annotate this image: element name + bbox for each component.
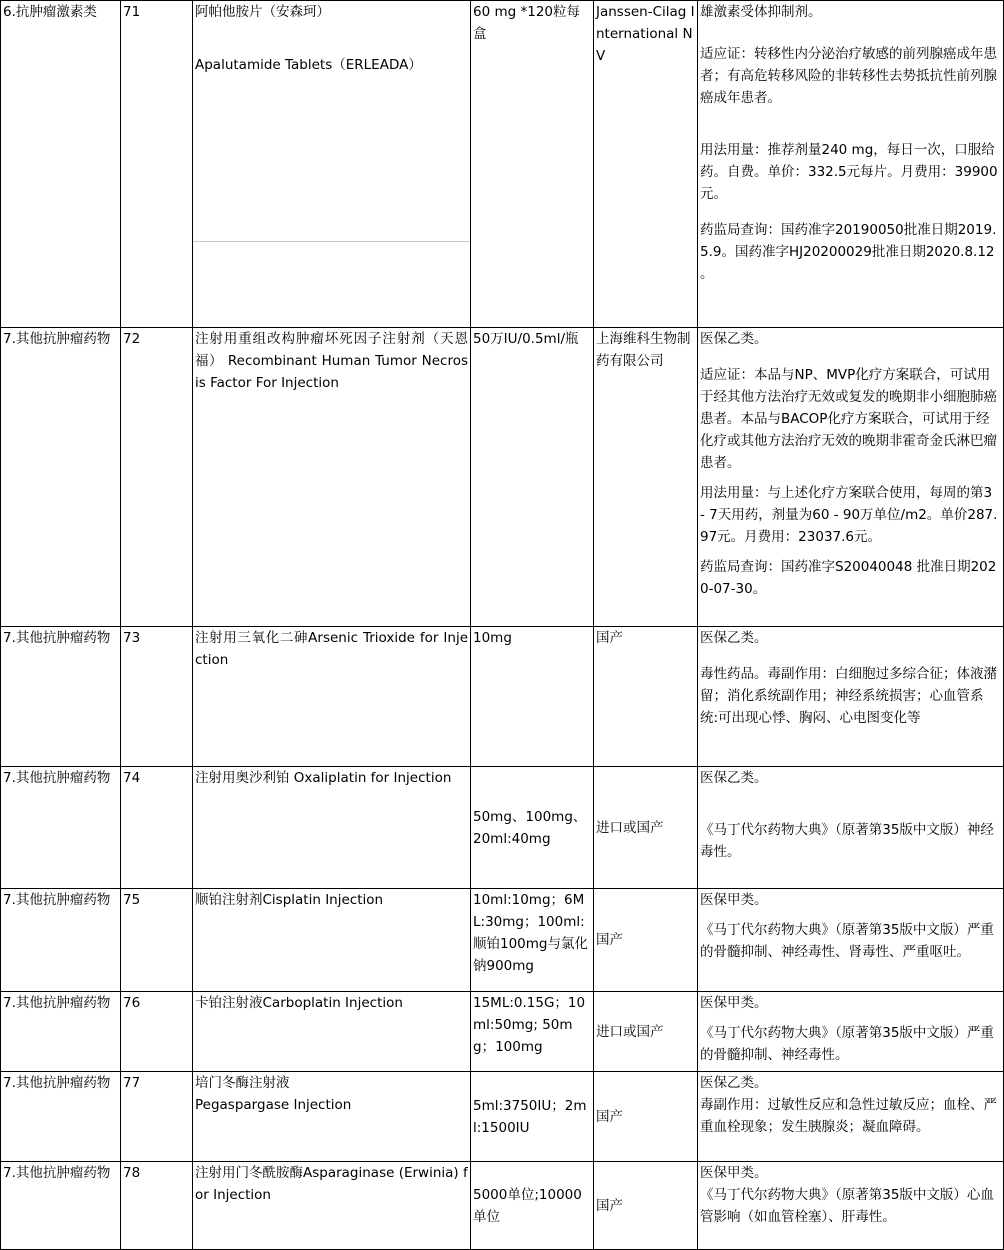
number-cell: 77 xyxy=(121,1072,193,1162)
note-line: 医保乙类。 xyxy=(700,1075,768,1091)
name-cell xyxy=(193,1,471,328)
name-line: 注射用奥沙利铂 Oxaliplatin for Injection xyxy=(195,770,452,786)
notes-cell xyxy=(698,627,1004,767)
spec-cell xyxy=(471,889,594,992)
name-line: 顺铂注射剂Cisplatin Injection xyxy=(195,892,384,908)
note-line: 适应证：转移性内分泌治疗敏感的前列腺癌成年患者；有高危转移风险的非转移性去势抵抗性前列腺癌成年患者。 xyxy=(700,46,997,106)
notes-cell xyxy=(698,767,1004,889)
note-line: 毒副作用：过敏性反应和急性过敏反应；血栓、严重血栓现象；发生胰腺炎；凝血障碍。 xyxy=(700,1097,997,1135)
manufacturer-cell: 上海维科生物制药有限公司 xyxy=(594,328,698,627)
note-line: 用法用量：推荐剂量240 mg，每日一次，口服给药。自费。单价：332.5元每片。月费用：39900元。 xyxy=(700,142,998,202)
manufacturer-cell: Janssen-Cilag International NV xyxy=(594,1,698,328)
manufacturer-cell: 国产 xyxy=(594,627,698,767)
name-cell xyxy=(193,1072,471,1162)
name-line: 培门冬酶注射液 xyxy=(195,1075,290,1091)
manufacturer-cell: 进口或国产 xyxy=(594,767,698,889)
notes-cell xyxy=(698,889,1004,992)
name-cell xyxy=(193,767,471,889)
spec-cell: 60 mg *120粒每盒 xyxy=(471,1,594,328)
note-line: 医保甲类。 xyxy=(700,892,768,908)
number-cell: 71 xyxy=(121,1,193,328)
number-cell: 72 xyxy=(121,328,193,627)
note-line: 医保甲类。 xyxy=(700,995,768,1011)
manufacturer-cell: 国产 xyxy=(594,1162,698,1250)
spec-cell: 10mg xyxy=(471,627,594,767)
table-row xyxy=(1,889,1004,992)
name-cell xyxy=(193,328,471,627)
table-row xyxy=(1,1,1004,328)
note-line: 用法用量：与上述化疗方案联合使用，每周的第3 - 7天用药，剂量为60 - 90万单位/m2。单价287.97元。月费用：23037.6元。 xyxy=(700,485,998,545)
number-cell: 78 xyxy=(121,1162,193,1250)
table-row xyxy=(1,767,1004,889)
notes-cell xyxy=(698,992,1004,1072)
category-cell: 7.其他抗肿瘤药物 xyxy=(1,889,121,992)
name-cell xyxy=(193,889,471,992)
note-line: 医保甲类。 xyxy=(700,1165,768,1181)
note-line: 医保乙类。 xyxy=(700,630,768,646)
table-row xyxy=(1,627,1004,767)
category-cell: 7.其他抗肿瘤药物 xyxy=(1,767,121,889)
note-line: 《马丁代尔药物大典》（原著第35版中文版）严重的骨髓抑制、神经毒性、肾毒性、严重呕吐。 xyxy=(700,922,994,960)
spec-cell: 5ml:3750IU；2ml:1500IU xyxy=(471,1072,594,1162)
table-row xyxy=(1,1162,1004,1250)
name-line: 注射用重组改构肿瘤坏死因子注射剂（天恩福） Recombinant Human Tumor Necrosis Factor For Injection xyxy=(195,331,468,391)
spec-text: 10ml:10mg；6ML:30mg；100ml:顺铂100mg与氯化钠900mg xyxy=(473,892,588,974)
name-line: 注射用门冬酰胺酶Asparaginase (Erwinia) for Injection xyxy=(195,1165,468,1203)
spec-cell: 5000单位;10000单位 xyxy=(471,1162,594,1250)
name-line: 卡铂注射液Carboplatin Injection xyxy=(195,995,403,1011)
notes-cell xyxy=(698,1072,1004,1162)
name-line: Pegaspargase Injection xyxy=(195,1097,352,1113)
note-line: 药监局查询：国药准字S20040048 批准日期2020-07-30。 xyxy=(700,559,997,597)
note-line: 毒性药品。毒副作用：白细胞过多综合征；体液潴留；消化系统副作用；神经系统损害；心血管系统:可出现心悸、胸闷、心电图变化等 xyxy=(700,666,997,726)
category-cell: 7.其他抗肿瘤药物 xyxy=(1,1072,121,1162)
table-row xyxy=(1,992,1004,1072)
spec-cell: 50mg、100mg、20ml:40mg xyxy=(471,767,594,889)
manufacturer-cell: 进口或国产 xyxy=(594,992,698,1072)
table-row xyxy=(1,1072,1004,1162)
category-cell: 7.其他抗肿瘤药物 xyxy=(1,1162,121,1250)
manufacturer-cell: 国产 xyxy=(594,889,698,992)
note-line: 医保乙类。 xyxy=(700,331,768,347)
category-cell: 7.其他抗肿瘤药物 xyxy=(1,992,121,1072)
name-cell xyxy=(193,1162,471,1250)
category-cell: 7.其他抗肿瘤药物 xyxy=(1,627,121,767)
spec-cell: 50万IU/0.5ml/瓶 xyxy=(471,328,594,627)
name-cell xyxy=(193,992,471,1072)
note-line: 雄激素受体抑制剂。 xyxy=(700,4,822,20)
category-cell: 6.抗肿瘤激素类 xyxy=(1,1,121,328)
number-cell: 75 xyxy=(121,889,193,992)
note-line: 《马丁代尔药物大典》（原著第35版中文版）心血管影响（如血管栓塞）、肝毒性。 xyxy=(700,1187,994,1225)
name-cell xyxy=(193,627,471,767)
note-line: 适应证：本品与NP、MVP化疗方案联合，可试用于经其他方法治疗无效或复发的晚期非小细胞肺癌患者。本品与BACOP化疗方案联合，可试用于经化疗或其他方法治疗无效的晚期非霍奇金氏淋巴瘤患者。 xyxy=(700,367,997,471)
spec-cell: 15ML:0.15G；10ml:50mg; 50mg；100mg xyxy=(471,992,594,1072)
category-cell: 7.其他抗肿瘤药物 xyxy=(1,328,121,627)
notes-cell xyxy=(698,328,1004,627)
number-cell: 73 xyxy=(121,627,193,767)
number-cell: 74 xyxy=(121,767,193,889)
note-line: 《马丁代尔药物大典》（原著第35版中文版）严重的骨髓抑制、神经毒性。 xyxy=(700,1025,994,1063)
notes-cell xyxy=(698,1,1004,328)
number-cell: 76 xyxy=(121,992,193,1072)
notes-cell xyxy=(698,1162,1004,1250)
name-line: 注射用三氧化二砷Arsenic Trioxide for Injection xyxy=(195,630,468,668)
note-line: 药监局查询：国药准字20190050批准日期2019.5.9。国药准字HJ20200029批准日期2020.8.12 。 xyxy=(700,222,997,282)
manufacturer-cell: 国产 xyxy=(594,1072,698,1162)
note-line: 《马丁代尔药物大典》（原著第35版中文版）神经毒性。 xyxy=(700,822,994,860)
name-line: Apalutamide Tablets（ERLEADA） xyxy=(195,57,422,73)
name-line: 阿帕他胺片（安森珂） xyxy=(195,4,330,20)
table-row xyxy=(1,328,1004,627)
note-line: 医保乙类。 xyxy=(700,770,768,786)
